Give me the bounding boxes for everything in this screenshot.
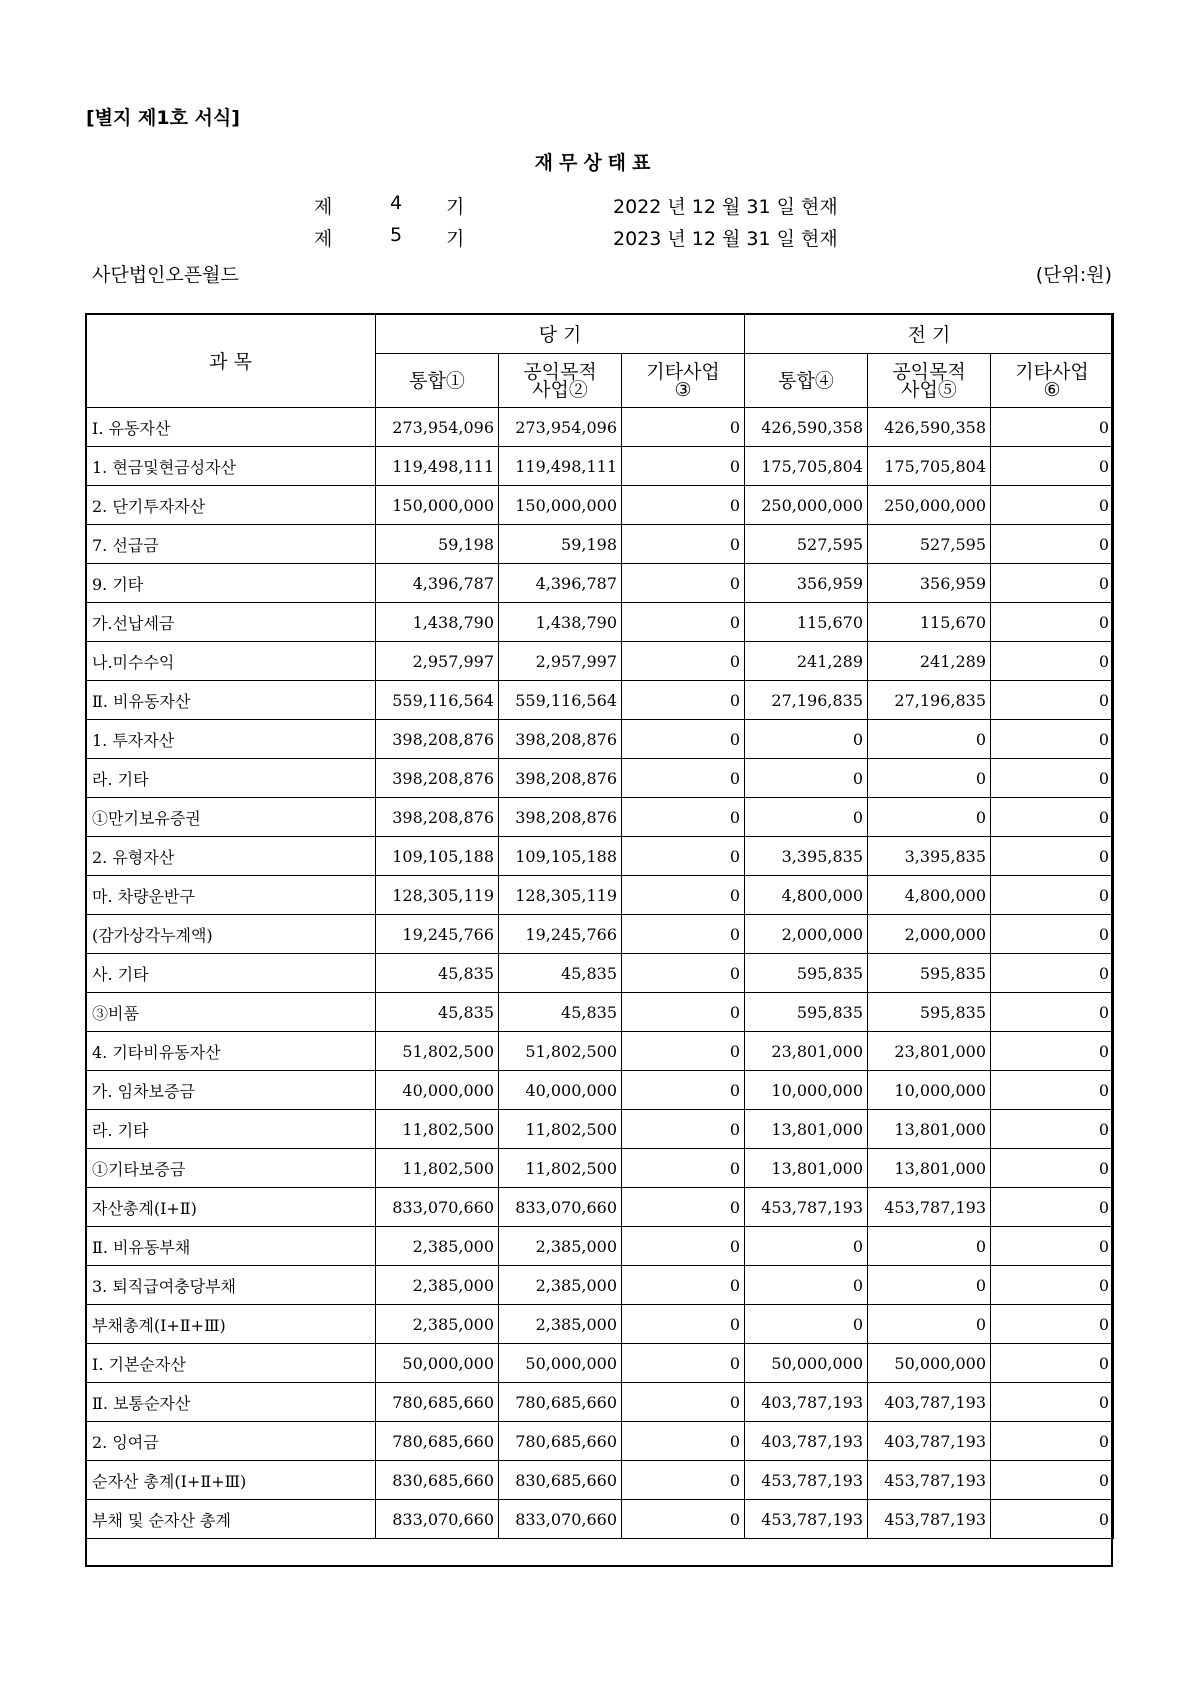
amount-cell: 426,590,358	[868, 408, 991, 447]
table-row	[86, 1227, 1114, 1266]
period-date: 2022 년 12 월 31 일 현재	[613, 196, 838, 218]
amount-cell: 0	[991, 603, 1114, 642]
table-row	[86, 1305, 1114, 1344]
amount-cell: 398,208,876	[499, 720, 622, 759]
amount-cell: 356,959	[745, 564, 868, 603]
amount-cell: 59,198	[499, 525, 622, 564]
amount-cell: 2,385,000	[376, 1305, 499, 1344]
amount-cell: 453,787,193	[745, 1188, 868, 1227]
amount-cell: 1,438,790	[376, 603, 499, 642]
amount-cell: 0	[868, 1227, 991, 1266]
table-row	[86, 1071, 1114, 1110]
sub-header-1: 통합①	[376, 354, 499, 408]
account-label: 9. 기타	[86, 564, 376, 603]
amount-cell: 0	[622, 1032, 745, 1071]
document-title: 재무상태표	[534, 152, 657, 174]
account-label: 부채총계(Ⅰ+Ⅱ+Ⅲ)	[86, 1305, 376, 1344]
amount-cell: 0	[991, 447, 1114, 486]
amount-cell: 398,208,876	[499, 759, 622, 798]
amount-cell: 0	[991, 798, 1114, 837]
amount-cell: 50,000,000	[499, 1344, 622, 1383]
amount-cell: 2,000,000	[868, 915, 991, 954]
amount-cell: 2,385,000	[499, 1305, 622, 1344]
account-label: 2. 단기투자자산	[86, 486, 376, 525]
amount-cell: 250,000,000	[745, 486, 868, 525]
account-label: 1. 현금및현금성자산	[86, 447, 376, 486]
account-label: 2. 유형자산	[86, 837, 376, 876]
amount-cell: 398,208,876	[376, 798, 499, 837]
amount-cell: 830,685,660	[376, 1461, 499, 1500]
amount-cell: 0	[622, 954, 745, 993]
amount-cell: 0	[622, 876, 745, 915]
amount-cell: 51,802,500	[376, 1032, 499, 1071]
amount-cell: 0	[622, 1188, 745, 1227]
amount-cell: 119,498,111	[376, 447, 499, 486]
amount-cell: 2,957,997	[376, 642, 499, 681]
amount-cell: 0	[991, 837, 1114, 876]
account-label: 가.선납세금	[86, 603, 376, 642]
period-row-4	[0, 192, 1191, 218]
table-row	[86, 1461, 1114, 1500]
amount-cell: 559,116,564	[376, 681, 499, 720]
amount-cell: 2,385,000	[499, 1266, 622, 1305]
amount-cell: 0	[991, 1305, 1114, 1344]
amount-cell: 0	[991, 564, 1114, 603]
amount-cell: 50,000,000	[868, 1344, 991, 1383]
amount-cell: 13,801,000	[868, 1110, 991, 1149]
amount-cell: 830,685,660	[499, 1461, 622, 1500]
account-label: 라. 기타	[86, 759, 376, 798]
amount-cell: 0	[745, 1227, 868, 1266]
account-label: 2. 잉여금	[86, 1422, 376, 1461]
subject-header: 과 목	[86, 314, 376, 408]
table-row	[86, 993, 1114, 1032]
period-date: 2023 년 12 월 31 일 현재	[613, 228, 838, 250]
amount-cell: 23,801,000	[868, 1032, 991, 1071]
amount-cell: 0	[868, 1266, 991, 1305]
amount-cell: 0	[622, 993, 745, 1032]
amount-cell: 0	[991, 993, 1114, 1032]
amount-cell: 2,385,000	[499, 1227, 622, 1266]
amount-cell: 0	[622, 1227, 745, 1266]
amount-cell: 559,116,564	[499, 681, 622, 720]
amount-cell: 356,959	[868, 564, 991, 603]
period-gi: 기	[446, 196, 465, 218]
amount-cell: 0	[991, 1344, 1114, 1383]
amount-cell: 0	[991, 1227, 1114, 1266]
amount-cell: 398,208,876	[499, 798, 622, 837]
table-row	[86, 408, 1114, 447]
amount-cell: 128,305,119	[376, 876, 499, 915]
amount-cell: 0	[991, 1266, 1114, 1305]
amount-cell: 0	[868, 720, 991, 759]
amount-cell: 19,245,766	[376, 915, 499, 954]
amount-cell: 0	[991, 1110, 1114, 1149]
table-row	[86, 486, 1114, 525]
amount-cell: 595,835	[745, 954, 868, 993]
amount-cell: 2,957,997	[499, 642, 622, 681]
amount-cell: 0	[991, 720, 1114, 759]
amount-cell: 40,000,000	[499, 1071, 622, 1110]
amount-cell: 50,000,000	[376, 1344, 499, 1383]
amount-cell: 45,835	[376, 993, 499, 1032]
amount-cell: 0	[745, 720, 868, 759]
amount-cell: 0	[622, 1149, 745, 1188]
amount-cell: 11,802,500	[376, 1149, 499, 1188]
amount-cell: 45,835	[376, 954, 499, 993]
amount-cell: 453,787,193	[745, 1500, 868, 1539]
amount-cell: 780,685,660	[499, 1383, 622, 1422]
amount-cell: 23,801,000	[745, 1032, 868, 1071]
amount-cell: 2,385,000	[376, 1227, 499, 1266]
account-label: Ⅱ. 비유동부채	[86, 1227, 376, 1266]
sub-header-6: 기타사업 ⑥	[991, 354, 1114, 408]
table-row	[86, 837, 1114, 876]
amount-cell: 0	[991, 915, 1114, 954]
sub-header-5: 공익목적 사업⑤	[868, 354, 991, 408]
amount-cell: 780,685,660	[376, 1422, 499, 1461]
current-period-header: 당 기	[376, 314, 745, 354]
account-label: 사. 기타	[86, 954, 376, 993]
amount-cell: 0	[991, 876, 1114, 915]
amount-cell: 0	[991, 1149, 1114, 1188]
account-label: 마. 차량운반구	[86, 876, 376, 915]
amount-cell: 13,801,000	[745, 1149, 868, 1188]
amount-cell: 0	[622, 603, 745, 642]
amount-cell: 2,000,000	[745, 915, 868, 954]
account-label: ①만기보유증권	[86, 798, 376, 837]
amount-cell: 780,685,660	[499, 1422, 622, 1461]
account-label: 순자산 총계(Ⅰ+Ⅱ+Ⅲ)	[86, 1461, 376, 1500]
table-row	[86, 525, 1114, 564]
amount-cell: 128,305,119	[499, 876, 622, 915]
amount-cell: 0	[991, 1461, 1114, 1500]
amount-cell: 150,000,000	[376, 486, 499, 525]
amount-cell: 595,835	[745, 993, 868, 1032]
account-label: 부채 및 순자산 총계	[86, 1500, 376, 1539]
table-row	[86, 954, 1114, 993]
amount-cell: 0	[991, 486, 1114, 525]
amount-cell: 0	[991, 1500, 1114, 1539]
amount-cell: 0	[622, 1422, 745, 1461]
amount-cell: 403,787,193	[745, 1383, 868, 1422]
amount-cell: 833,070,660	[499, 1500, 622, 1539]
amount-cell: 453,787,193	[868, 1500, 991, 1539]
period-je: 제	[314, 228, 333, 250]
amount-cell: 403,787,193	[745, 1422, 868, 1461]
amount-cell: 109,105,188	[376, 837, 499, 876]
period-number: 5	[390, 224, 403, 246]
period-je: 제	[314, 196, 333, 218]
table-row	[86, 759, 1114, 798]
amount-cell: 833,070,660	[376, 1500, 499, 1539]
amount-cell: 10,000,000	[745, 1071, 868, 1110]
amount-cell: 453,787,193	[868, 1188, 991, 1227]
table-row	[86, 681, 1114, 720]
account-label: ①기타보증금	[86, 1149, 376, 1188]
account-label: 라. 기타	[86, 1110, 376, 1149]
amount-cell: 119,498,111	[499, 447, 622, 486]
table-row	[86, 720, 1114, 759]
amount-cell: 0	[991, 1422, 1114, 1461]
amount-cell: 175,705,804	[868, 447, 991, 486]
amount-cell: 0	[622, 720, 745, 759]
amount-cell: 0	[991, 954, 1114, 993]
table-row	[86, 1149, 1114, 1188]
amount-cell: 833,070,660	[499, 1188, 622, 1227]
amount-cell: 0	[991, 408, 1114, 447]
amount-cell: 833,070,660	[376, 1188, 499, 1227]
amount-cell: 45,835	[499, 993, 622, 1032]
amount-cell: 0	[622, 525, 745, 564]
amount-cell: 398,208,876	[376, 759, 499, 798]
period-gi: 기	[446, 228, 465, 250]
amount-cell: 27,196,835	[745, 681, 868, 720]
amount-cell: 0	[622, 1110, 745, 1149]
table-row	[86, 1422, 1114, 1461]
amount-cell: 150,000,000	[499, 486, 622, 525]
amount-cell: 0	[991, 1032, 1114, 1071]
table-row	[86, 798, 1114, 837]
account-label: 4. 기타비유동자산	[86, 1032, 376, 1071]
amount-cell: 50,000,000	[745, 1344, 868, 1383]
table-row	[86, 1110, 1114, 1149]
amount-cell: 241,289	[868, 642, 991, 681]
table-row	[86, 876, 1114, 915]
amount-cell: 527,595	[868, 525, 991, 564]
account-label: Ⅰ. 유동자산	[86, 408, 376, 447]
amount-cell: 45,835	[499, 954, 622, 993]
amount-cell: 40,000,000	[376, 1071, 499, 1110]
amount-cell: 19,245,766	[499, 915, 622, 954]
sub-header-3: 기타사업 ③	[622, 354, 745, 408]
account-label: 자산총계(Ⅰ+Ⅱ)	[86, 1188, 376, 1227]
amount-cell: 0	[622, 1383, 745, 1422]
amount-cell: 3,395,835	[745, 837, 868, 876]
amount-cell: 426,590,358	[745, 408, 868, 447]
amount-cell: 1,438,790	[499, 603, 622, 642]
amount-cell: 0	[991, 681, 1114, 720]
amount-cell: 0	[622, 447, 745, 486]
amount-cell: 453,787,193	[868, 1461, 991, 1500]
form-label: [별지 제1호 서식]	[86, 107, 240, 129]
amount-cell: 0	[622, 759, 745, 798]
table-row	[86, 642, 1114, 681]
amount-cell: 109,105,188	[499, 837, 622, 876]
account-label: Ⅱ. 비유동자산	[86, 681, 376, 720]
amount-cell: 0	[622, 915, 745, 954]
amount-cell: 0	[991, 1383, 1114, 1422]
table-row	[86, 1032, 1114, 1071]
amount-cell: 0	[622, 1500, 745, 1539]
amount-cell: 0	[622, 1071, 745, 1110]
account-label: 가. 임차보증금	[86, 1071, 376, 1110]
amount-cell: 0	[991, 525, 1114, 564]
table-row	[86, 1266, 1114, 1305]
table-row	[86, 1500, 1114, 1539]
amount-cell: 273,954,096	[376, 408, 499, 447]
table-row	[86, 1188, 1114, 1227]
amount-cell: 175,705,804	[745, 447, 868, 486]
amount-cell: 4,800,000	[868, 876, 991, 915]
table-body	[86, 408, 1114, 1539]
amount-cell: 11,802,500	[376, 1110, 499, 1149]
amount-cell: 453,787,193	[745, 1461, 868, 1500]
amount-cell: 3,395,835	[868, 837, 991, 876]
amount-cell: 780,685,660	[376, 1383, 499, 1422]
amount-cell: 4,800,000	[745, 876, 868, 915]
amount-cell: 0	[868, 798, 991, 837]
account-label: 3. 퇴직급여충당부채	[86, 1266, 376, 1305]
amount-cell: 0	[745, 1305, 868, 1344]
amount-cell: 403,787,193	[868, 1422, 991, 1461]
amount-cell: 0	[622, 564, 745, 603]
unit-label: (단위:원)	[1035, 264, 1112, 286]
amount-cell: 595,835	[868, 993, 991, 1032]
amount-cell: 0	[622, 408, 745, 447]
amount-cell: 11,802,500	[499, 1149, 622, 1188]
amount-cell: 115,670	[868, 603, 991, 642]
amount-cell: 4,396,787	[499, 564, 622, 603]
table-row	[86, 915, 1114, 954]
amount-cell: 4,396,787	[376, 564, 499, 603]
account-label: Ⅰ. 기본순자산	[86, 1344, 376, 1383]
amount-cell: 115,670	[745, 603, 868, 642]
account-label: Ⅱ. 보통순자산	[86, 1383, 376, 1422]
prior-period-header: 전 기	[745, 314, 1114, 354]
amount-cell: 0	[868, 1305, 991, 1344]
account-label: 나.미수수익	[86, 642, 376, 681]
amount-cell: 0	[745, 798, 868, 837]
amount-cell: 0	[622, 1266, 745, 1305]
amount-cell: 51,802,500	[499, 1032, 622, 1071]
period-number: 4	[390, 192, 403, 214]
amount-cell: 0	[622, 486, 745, 525]
amount-cell: 0	[991, 642, 1114, 681]
amount-cell: 398,208,876	[376, 720, 499, 759]
amount-cell: 0	[991, 759, 1114, 798]
amount-cell: 10,000,000	[868, 1071, 991, 1110]
amount-cell: 27,196,835	[868, 681, 991, 720]
amount-cell: 0	[745, 1266, 868, 1305]
table-row	[86, 603, 1114, 642]
amount-cell: 273,954,096	[499, 408, 622, 447]
amount-cell: 11,802,500	[499, 1110, 622, 1149]
amount-cell: 241,289	[745, 642, 868, 681]
amount-cell: 13,801,000	[745, 1110, 868, 1149]
account-label: 1. 투자자산	[86, 720, 376, 759]
account-label: (감가상각누계액)	[86, 915, 376, 954]
amount-cell: 0	[622, 798, 745, 837]
amount-cell: 0	[991, 1071, 1114, 1110]
amount-cell: 0	[745, 759, 868, 798]
amount-cell: 527,595	[745, 525, 868, 564]
account-label: 7. 선급금	[86, 525, 376, 564]
amount-cell: 13,801,000	[868, 1149, 991, 1188]
amount-cell: 0	[622, 1305, 745, 1344]
balance-sheet-table	[85, 313, 1114, 1539]
account-label: ③비품	[86, 993, 376, 1032]
amount-cell: 0	[622, 642, 745, 681]
amount-cell: 595,835	[868, 954, 991, 993]
table-row	[86, 564, 1114, 603]
table-row	[86, 1383, 1114, 1422]
amount-cell: 250,000,000	[868, 486, 991, 525]
sub-header-2: 공익목적 사업②	[499, 354, 622, 408]
amount-cell: 0	[622, 1461, 745, 1500]
amount-cell: 0	[622, 681, 745, 720]
amount-cell: 2,385,000	[376, 1266, 499, 1305]
organization-name: 사단법인오픈월드	[92, 264, 239, 286]
amount-cell: 0	[868, 759, 991, 798]
amount-cell: 0	[622, 1344, 745, 1383]
amount-cell: 403,787,193	[868, 1383, 991, 1422]
table-row	[86, 1344, 1114, 1383]
amount-cell: 0	[622, 837, 745, 876]
period-row-5	[0, 224, 1191, 250]
amount-cell: 59,198	[376, 525, 499, 564]
table-row	[86, 447, 1114, 486]
amount-cell: 0	[991, 1188, 1114, 1227]
sub-header-4: 통합④	[745, 354, 868, 408]
